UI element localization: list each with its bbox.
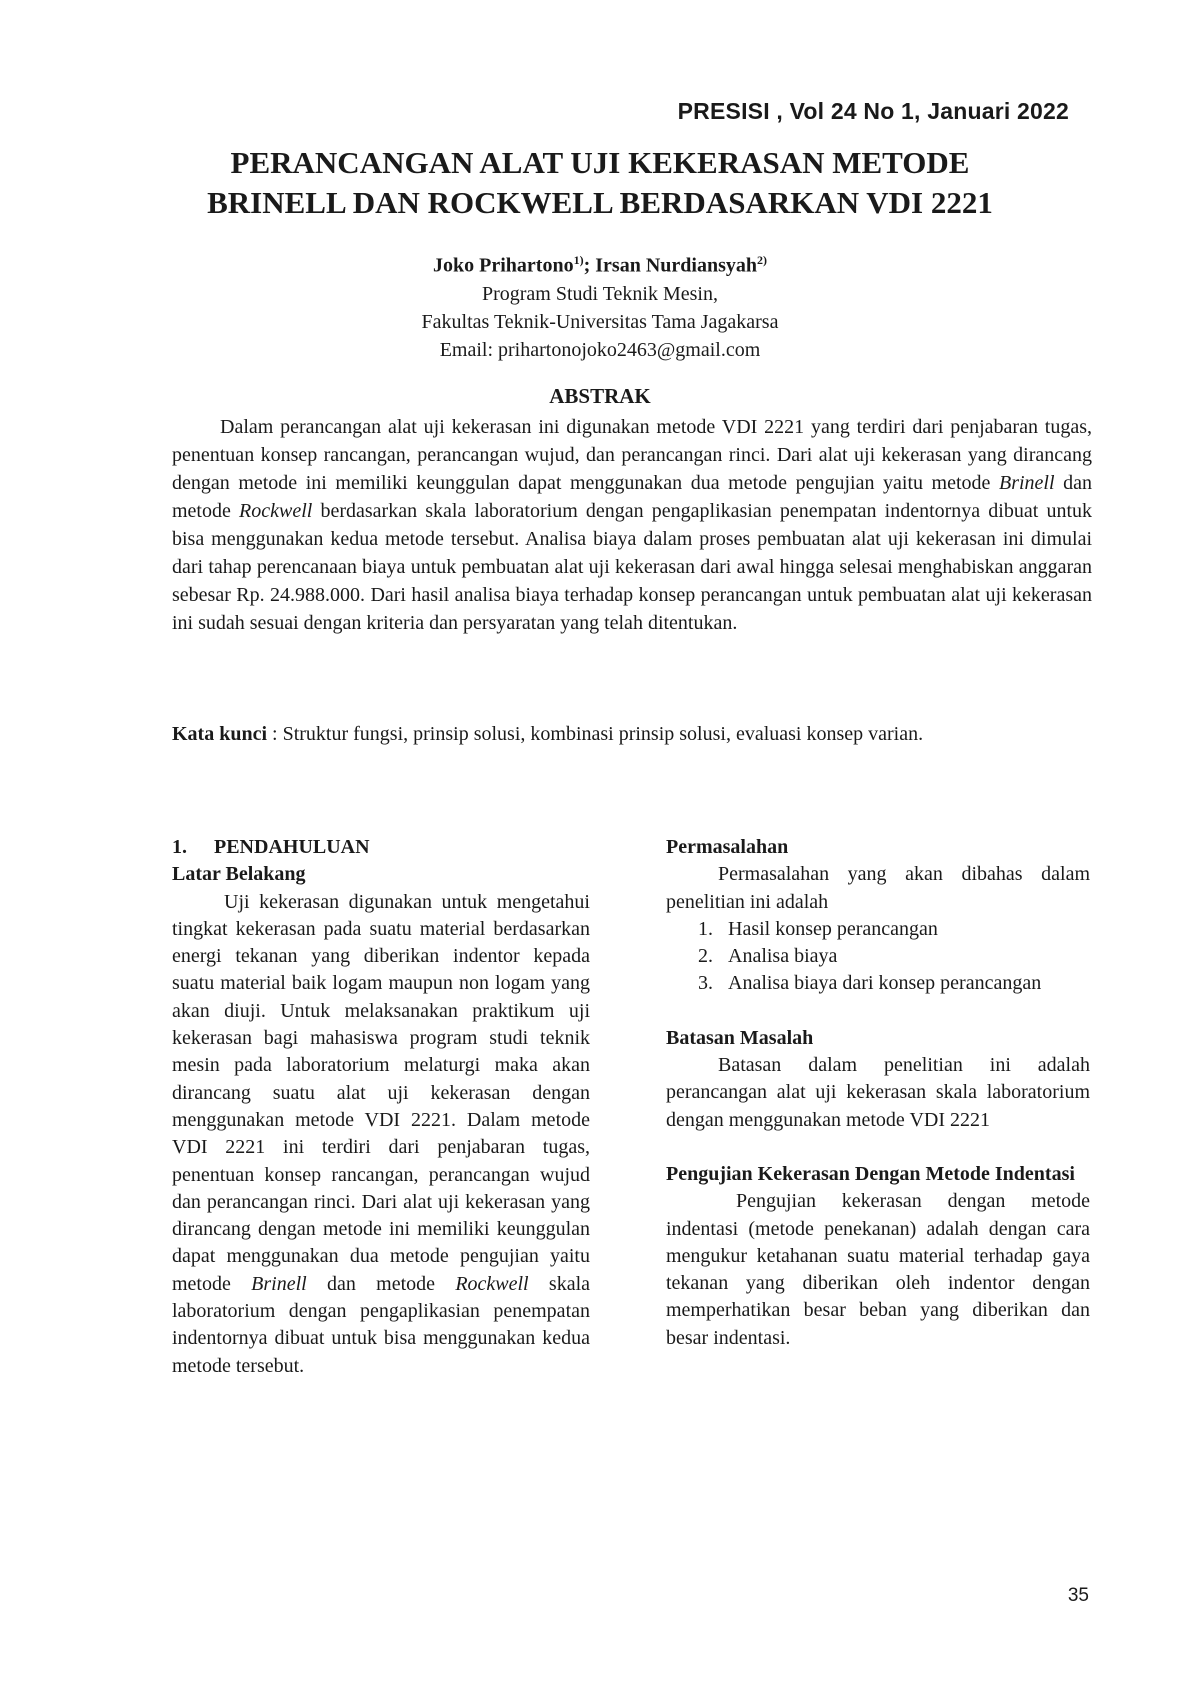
abstract-part-3: berdasarkan skala laboratorium dengan pengaplikasian penempatan indentornya dibuat untuk bisa menggunakan kedua metode tersebut. Analisa biaya dalam proses pembuatan alat uji kekerasan ini dimulai dari tahap perencanaan biaya untuk pembuatan alat uji kekerasan dari awal hingga selesai menghabiskan anggaran sebesar Rp. 24.988.000. Dari hasil analisa biaya terhadap konsep perancangan untuk pembuatan alat uji kekerasan ini sudah sesuai dengan kriteria dan persyaratan yang telah ditentukan. (172, 500, 1092, 634)
list-item: 2. Analisa biaya (718, 943, 1090, 970)
section-number: 1. (172, 836, 187, 858)
paragraph-part-1: Uji kekerasan digunakan untuk mengetahui tingkat kekerasan pada suatu material berdasarkan energi tekanan yang diberikan indentor kepada suatu material baik logam maupun non logam yang akan diuji. Untuk melaksanakan praktikum uji kekerasan bagi mahasiswa program studi teknik mesin pada laboratorium melaturgi maka akan dirancang suatu alat uji kekerasan dengan menggunakan metode VDI 2221. Dalam metode VDI 2221 ini terdiri dari penjabaran tugas, penentuan konsep rancangan, perancangan wujud dan perancangan rinci. Dari alat uji kekerasan yang dirancang dengan metode ini memiliki keunggulan dapat menggunakan dua metode pengujian yaitu metode (172, 890, 590, 1295)
abstract-brinell: Brinell (999, 472, 1055, 494)
page-number: 35 (1067, 1585, 1089, 1606)
abstract-text (172, 413, 1092, 637)
journal-header: PRESISI , Vol 24 No 1, Januari 2022 (677, 98, 1069, 124)
problem-list (666, 916, 1090, 998)
right-column (666, 834, 1090, 1352)
list-item: 3. Analisa biaya dari konsep perancangan (718, 970, 1090, 997)
subheading-permasalahan: Permasalahan (666, 836, 789, 858)
title-line-1: PERANCANGAN ALAT UJI KEKERASAN METODE (230, 145, 970, 180)
author-1: Joko Prihartono (433, 254, 574, 277)
keywords-label: Kata kunci (172, 723, 268, 745)
author-separator: ; (583, 254, 596, 277)
spacer (666, 998, 1090, 1025)
keywords (172, 720, 1092, 748)
section-title: PENDAHULUAN (214, 836, 370, 858)
author-1-affiliation: 1) (573, 253, 584, 267)
paragraph-latar-belakang (172, 889, 590, 1380)
paper-title (0, 143, 1200, 223)
author-block (0, 246, 1200, 364)
faculty: Fakultas Teknik-Universitas Tama Jagakarsa (421, 310, 779, 333)
email: Email: prihartonojoko2463@gmail.com (439, 338, 761, 361)
left-column (172, 834, 590, 1380)
section-heading-pendahuluan (172, 834, 590, 861)
author-names (0, 246, 1200, 280)
abstract-part-1: Dalam perancangan alat uji kekerasan ini digunakan metode VDI 2221 yang terdiri dari penjabaran tugas, penentuan konsep rancangan, perancangan wujud, dan perancangan rinci. Dari alat uji kekerasan yang dirancang dengan metode ini memiliki keunggulan dapat menggunakan dua metode pengujian yaitu metode (172, 416, 1092, 494)
paragraph-pengujian-kekerasan: Pengujian kekerasan dengan metode indentasi (metode penekanan) adalah dengan cara mengukur ketahanan suatu material terhadap gaya tekanan yang diberikan oleh indentor dengan memperhatikan besar beban yang diberikan dan besar indentasi. (666, 1190, 1090, 1349)
title-line-2: BRINELL DAN ROCKWELL BERDASARKAN VDI 2221 (207, 185, 993, 220)
subheading-pengujian-kekerasan: Pengujian Kekerasan Dengan Metode Indentasi (666, 1162, 1075, 1185)
paragraph-part-3: skala laboratorium dengan pengaplikasian penempatan indentornya dibuat untuk bisa menggunakan kedua metode tersebut. (172, 1272, 591, 1377)
subheading-batasan-masalah: Batasan Masalah (666, 1026, 814, 1049)
abstract-part-2: dan metode (172, 472, 1092, 522)
author-2-affiliation: 2) (756, 253, 767, 267)
paragraph-rockwell: Rockwell (455, 1272, 529, 1295)
abstract-heading: ABSTRAK (549, 384, 651, 408)
paragraph-permasalahan: Permasalahan yang akan dibahas dalam penelitian ini adalah (666, 863, 1090, 913)
subheading-latar-belakang: Latar Belakang (172, 863, 306, 886)
spacer (666, 1134, 1090, 1161)
paragraph-brinell: Brinell (251, 1272, 307, 1295)
paragraph-part-2: dan metode (306, 1272, 456, 1295)
keywords-text: : Struktur fungsi, prinsip solusi, kombinasi prinsip solusi, evaluasi konsep varian. (267, 723, 924, 745)
paragraph-batasan-masalah: Batasan dalam penelitian ini adalah perancangan alat uji kekerasan skala laboratorium dengan menggunakan metode VDI 2221 (666, 1054, 1090, 1131)
abstract-rockwell: Rockwell (239, 500, 313, 522)
author-2: Irsan Nurdiansyah (595, 254, 757, 277)
department: Program Studi Teknik Mesin, (481, 282, 718, 305)
list-item: 1. Hasil konsep perancangan (718, 916, 1090, 943)
